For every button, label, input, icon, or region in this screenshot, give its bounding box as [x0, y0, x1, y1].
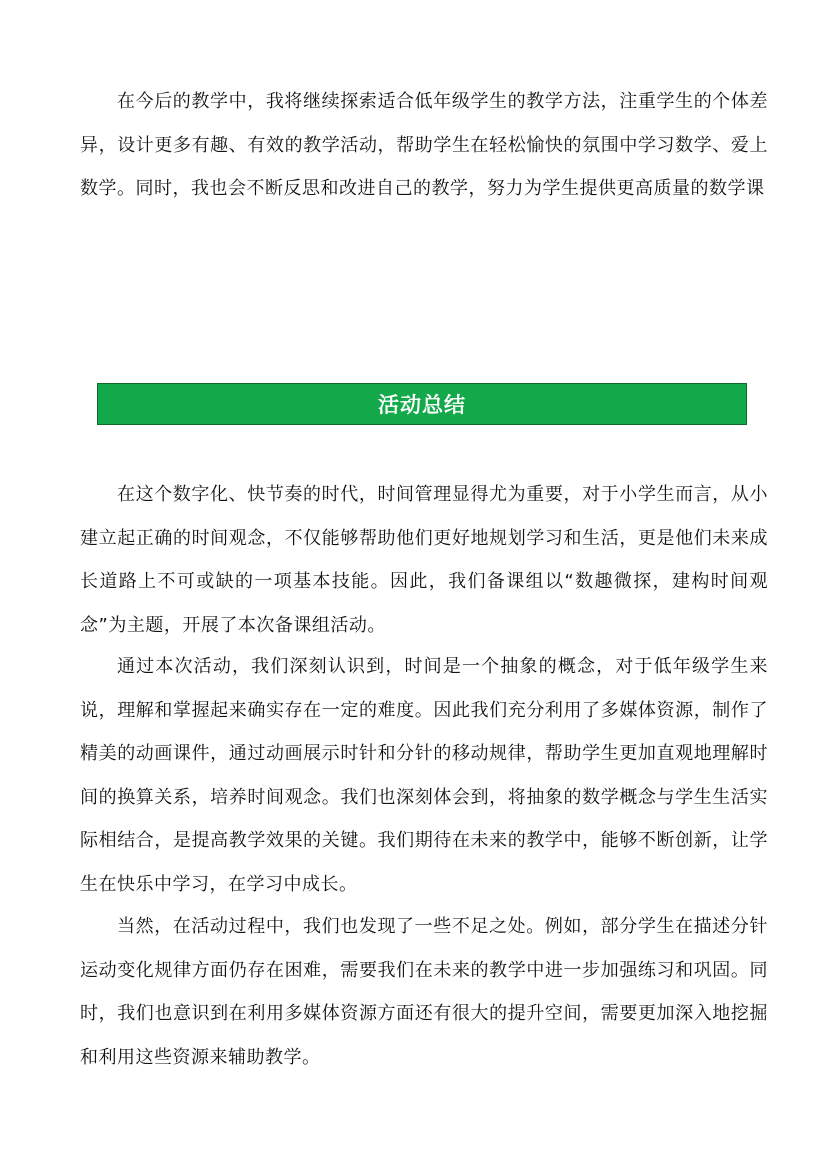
intro-paragraph: 在今后的教学中，我将继续探索适合低年级学生的教学方法，注重学生的个体差异，设计更多有趣、有效的教学活动，帮助学生在轻松愉快的氛围中学习数学、爱上数学。同时，我也会不断反思和改进自己的教学，努力为学生提供更高质量的数学课	[80, 91, 768, 199]
summary-paragraph-2: 通过本次活动，我们深刻认识到，时间是一个抽象的概念，对于低年级学生来说，理解和掌握起来确实存在一定的难度。因此我们充分利用了多媒体资源，制作了精美的动画课件，通过动画展示时针和分针的移动规律，帮助学生更加直观地理解时间的换算关系，培养时间观念。我们也深刻体会到，将抽象的数学概念与学生生活实际相结合，是提高教学效果的关键。我们期待在未来的教学中，能够不断创新，让学生在快乐中学习，在学习中成长。	[80, 656, 768, 895]
section-banner	[97, 383, 747, 425]
summary-paragraph-3: 当然，在活动过程中，我们也发现了一些不足之处。例如，部分学生在描述分针运动变化规律方面仍存在困难，需要我们在未来的教学中进一步加强练习和巩固。同时，我们也意识到在利用多媒体资源方面还有很大的提升空间，需要更加深入地挖掘和利用这些资源来辅助教学。	[80, 916, 768, 1068]
section-title: 活动总结	[378, 393, 466, 417]
summary-paragraph-1: 在这个数字化、快节奏的时代，时间管理显得尤为重要，对于小学生而言，从小建立起正确的时间观念，不仅能够帮助他们更好地规划学习和生活，更是他们未来成长道路上不可或缺的一项基本技能。因此，我们备课组以“数趣微探，建构时间观念”为主题，开展了本次备课组活动。	[80, 484, 768, 636]
